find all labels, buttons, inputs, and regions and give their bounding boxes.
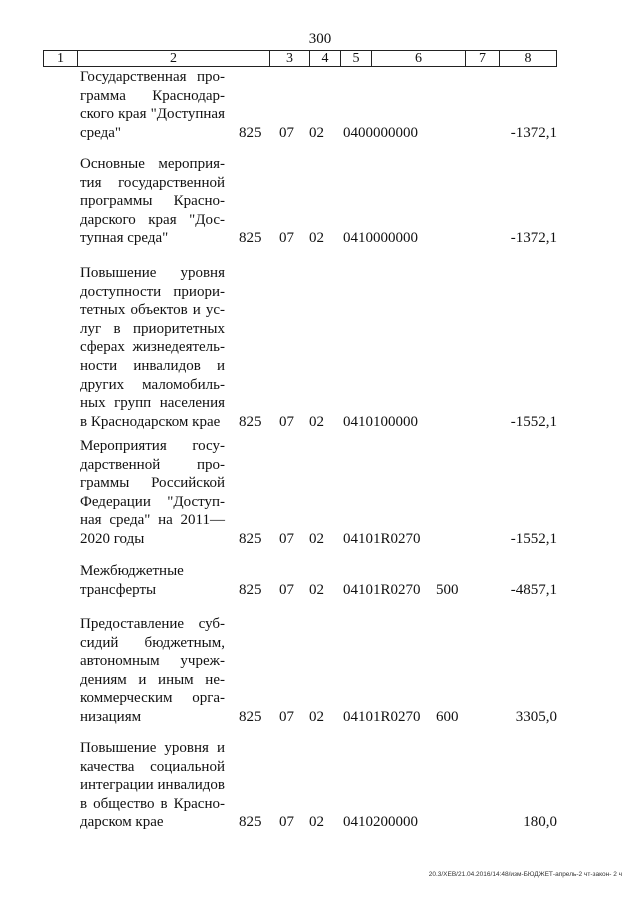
description-line: Межбюджетные bbox=[80, 563, 184, 579]
footer-file-path: 20.3/ХЕВ/21.04.2016/14:48/изм-БЮДЖЕТ-апрель-2 чт-закон- 2 ч bbox=[428, 871, 622, 878]
column-header-2: 2 bbox=[78, 51, 270, 66]
row-cell-c8: -1372,1 bbox=[510, 230, 557, 247]
row-cell-c3: 825 bbox=[239, 709, 262, 725]
row-cell-c8: -1372,1 bbox=[510, 124, 557, 141]
row-cell-c6: 0410200000 bbox=[343, 814, 418, 831]
description-line: 2020 годы bbox=[80, 530, 145, 547]
row-description bbox=[80, 739, 225, 832]
description-line: коммерческим орга- bbox=[80, 690, 225, 707]
description-line: Повышение уровня bbox=[80, 265, 225, 281]
row-cell-c4: 07 bbox=[279, 709, 294, 725]
column-header-1: 1 bbox=[44, 51, 78, 66]
description-line: дениям и иным не- bbox=[80, 671, 225, 688]
column-header-8: 8 bbox=[524, 51, 532, 66]
description-line: качества социальной bbox=[80, 758, 225, 775]
description-line: ная среда" на 2011— bbox=[80, 512, 225, 529]
row-cell-c4: 07 bbox=[279, 413, 294, 430]
description-line: дарском крае bbox=[80, 814, 164, 831]
page-number: 300 bbox=[308, 31, 332, 47]
row-cell-c6: 0410000000 bbox=[343, 230, 418, 247]
description-line: ского края "Доступная bbox=[80, 106, 225, 123]
row-cell-c5: 02 bbox=[309, 230, 324, 247]
column-header-5: 5 bbox=[341, 51, 372, 66]
row-description bbox=[80, 562, 225, 599]
description-line: дарского края "Дос- bbox=[80, 211, 225, 228]
description-line: грамма Краснодар- bbox=[80, 87, 225, 104]
description-line: Мероприятия госу- bbox=[80, 438, 225, 454]
row-cell-c3: 825 bbox=[239, 124, 262, 141]
row-description bbox=[80, 264, 225, 431]
row-cell-c6: 0410100000 bbox=[343, 413, 418, 430]
row-cell-c6: 04101R0270 bbox=[343, 531, 421, 547]
description-line: в Краснодарском крае bbox=[80, 413, 221, 430]
row-description bbox=[80, 437, 225, 549]
description-line: ности инвалидов и bbox=[80, 357, 225, 374]
row-cell-c4: 07 bbox=[279, 581, 294, 598]
row-cell-c8: -4857,1 bbox=[510, 581, 557, 598]
description-line: дарственной про- bbox=[80, 456, 225, 473]
row-description bbox=[80, 68, 225, 142]
description-line: других маломобиль- bbox=[80, 376, 225, 393]
description-line: сидий бюджетным, bbox=[80, 634, 225, 651]
row-cell-c3: 825 bbox=[239, 814, 262, 831]
row-cell-c5: 02 bbox=[309, 413, 324, 430]
row-cell-c5: 02 bbox=[309, 814, 324, 831]
row-cell-c5: 02 bbox=[309, 124, 324, 141]
row-description bbox=[80, 155, 225, 248]
row-cell-c6: 04101R0270 bbox=[343, 709, 421, 725]
description-line: доступности приори- bbox=[80, 283, 225, 300]
column-header-7: 7 bbox=[466, 51, 500, 66]
description-line: ных групп населения bbox=[80, 395, 225, 412]
description-line: сферах жизнедеятель- bbox=[80, 339, 225, 356]
description-line: Государственная про- bbox=[80, 69, 225, 85]
row-cell-c8: 3305,0 bbox=[515, 709, 557, 725]
description-line: тия государственной bbox=[80, 174, 225, 191]
row-cell-c6: 04101R0270 bbox=[343, 581, 421, 598]
row-cell-c4: 07 bbox=[279, 124, 294, 141]
description-line: среда" bbox=[80, 124, 122, 141]
description-line: автономным учреж- bbox=[80, 653, 225, 670]
description-line: Основные мероприя- bbox=[80, 156, 225, 172]
description-line: граммы Российской bbox=[80, 475, 225, 492]
row-cell-c7: 500 bbox=[436, 581, 459, 598]
description-line: луг в приоритетных bbox=[80, 320, 225, 337]
row-cell-c3: 825 bbox=[239, 531, 262, 547]
description-line: низациям bbox=[80, 708, 142, 725]
description-line: Предоставление суб- bbox=[80, 616, 225, 632]
row-cell-c6: 0400000000 bbox=[343, 124, 418, 141]
row-cell-c8: -1552,1 bbox=[510, 531, 557, 547]
description-line: интеграции инвалидов bbox=[80, 777, 225, 794]
row-cell-c4: 07 bbox=[279, 814, 294, 831]
description-line: Федерации "Доступ- bbox=[80, 493, 225, 510]
row-cell-c7: 600 bbox=[436, 709, 459, 725]
description-line: тупная среда" bbox=[80, 230, 169, 247]
row-cell-c5: 02 bbox=[309, 709, 324, 725]
row-cell-c5: 02 bbox=[309, 581, 324, 598]
row-cell-c3: 825 bbox=[239, 581, 262, 598]
row-cell-c3: 825 bbox=[239, 230, 262, 247]
description-line: программы Красно- bbox=[80, 193, 225, 210]
row-cell-c8: -1552,1 bbox=[510, 413, 557, 430]
column-header-row bbox=[43, 50, 557, 67]
row-cell-c5: 02 bbox=[309, 531, 324, 547]
description-line: трансферты bbox=[80, 581, 157, 598]
row-cell-c4: 07 bbox=[279, 230, 294, 247]
description-line: в общество в Красно- bbox=[80, 795, 225, 812]
row-cell-c4: 07 bbox=[279, 531, 294, 547]
row-description bbox=[80, 615, 225, 727]
row-cell-c3: 825 bbox=[239, 413, 262, 430]
description-line: тетных объектов и ус- bbox=[80, 302, 225, 319]
row-cell-c8: 180,0 bbox=[523, 814, 557, 831]
column-header-4: 4 bbox=[310, 51, 341, 66]
column-header-3: 3 bbox=[270, 51, 310, 66]
description-line: Повышение уровня и bbox=[80, 740, 225, 756]
column-header-6: 6 bbox=[372, 51, 466, 66]
